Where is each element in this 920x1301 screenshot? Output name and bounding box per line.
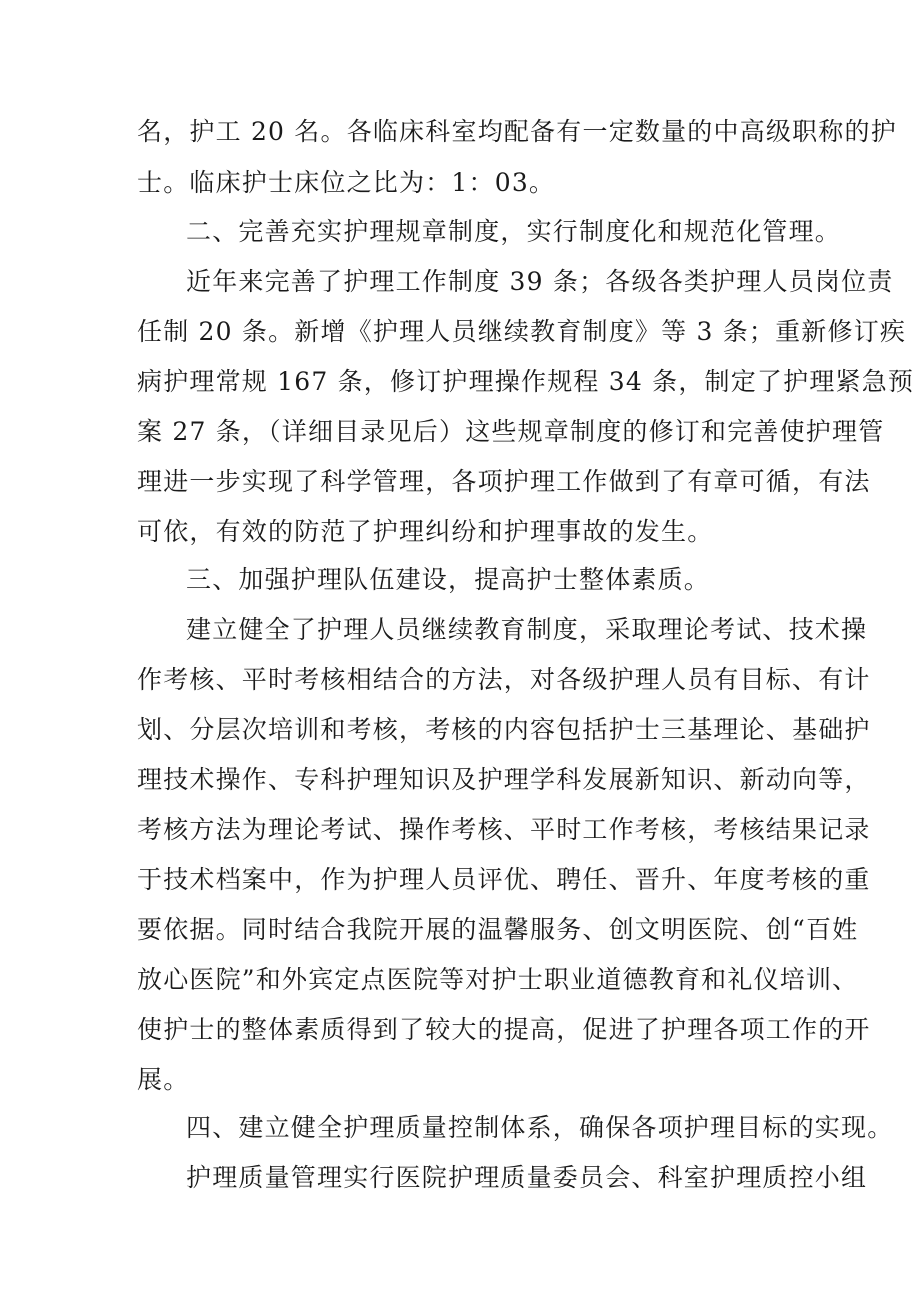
text-line-14 <box>0 760 920 800</box>
text-line-6-content: 病护理常规 167 条，修订护理操作规程 34 条，制定了护理紧急预 <box>137 367 915 396</box>
text-line-4 <box>0 262 920 302</box>
text-line-12 <box>0 660 920 700</box>
text-line-22 <box>0 1158 920 1198</box>
text-line-15-content: 考核方法为理论考试、操作考核、平时工作考核，考核结果记录 <box>137 815 871 844</box>
text-line-19 <box>0 1010 920 1050</box>
section-heading-4-content: 四、建立健全护理质量控制体系，确保各项护理目标的实现。 <box>186 1113 894 1142</box>
section-heading-4 <box>0 1108 920 1148</box>
text-line-13 <box>0 710 920 750</box>
text-line-13-content: 划、分层次培训和考核，考核的内容包括护士三基理论、基础护 <box>137 715 871 744</box>
text-line-2 <box>0 163 920 203</box>
section-heading-2-content: 二、完善充实护理规章制度，实行制度化和规范化管理。 <box>186 217 842 246</box>
section-heading-2 <box>0 212 920 252</box>
text-line-1-content: 名，护工 20 名。各临床科室均配备有一定数量的中高级职称的护 <box>137 117 897 146</box>
text-line-20 <box>0 1060 920 1100</box>
text-line-4-content: 近年来完善了护理工作制度 39 条；各级各类护理人员岗位责 <box>186 267 894 296</box>
text-line-16-content: 于技术档案中，作为护理人员评优、聘任、晋升、年度考核的重 <box>137 865 871 894</box>
text-line-16 <box>0 860 920 900</box>
text-line-22-content: 护理质量管理实行医院护理质量委员会、科室护理质控小组 <box>186 1163 868 1192</box>
text-line-17 <box>0 910 920 950</box>
text-line-5 <box>0 312 920 352</box>
text-line-5-content: 任制 20 条。新增《护理人员继续教育制度》等 3 条；重新修订疾 <box>137 317 907 346</box>
text-line-6 <box>0 362 920 402</box>
section-heading-3-content: 三、加强护理队伍建设，提高护士整体素质。 <box>186 565 711 594</box>
text-line-20-content: 展。 <box>137 1065 190 1094</box>
text-line-12-content: 作考核、平时考核相结合的方法，对各级护理人员有目标、有计 <box>137 665 871 694</box>
text-line-7 <box>0 412 920 452</box>
text-line-17-content: 要依据。同时结合我院开展的温馨服务、创文明医院、创“百姓 <box>137 915 859 944</box>
text-line-9-content: 可依，有效的防范了护理纠纷和护理事故的发生。 <box>137 517 714 546</box>
text-line-14-content: 理技术操作、专科护理知识及护理学科发展新知识、新动向等， <box>137 765 871 794</box>
text-line-9 <box>0 512 920 552</box>
section-heading-3 <box>0 560 920 600</box>
text-line-11-content: 建立健全了护理人员继续教育制度，采取理论考试、技术操 <box>186 615 868 644</box>
text-line-18-content: 放心医院”和外宾定点医院等对护士职业道德教育和礼仪培训、 <box>137 965 859 994</box>
text-line-18 <box>0 960 920 1000</box>
text-line-7-content: 案 27 条，（详细目录见后）这些规章制度的修订和完善使护理管 <box>137 417 885 446</box>
text-line-1 <box>0 112 920 152</box>
text-line-15 <box>0 810 920 850</box>
text-line-2-content: 士。临床护士床位之比为：1：03。 <box>137 168 556 197</box>
text-line-8 <box>0 462 920 502</box>
text-line-8-content: 理进一步实现了科学管理，各项护理工作做到了有章可循，有法 <box>137 467 871 496</box>
text-line-11 <box>0 610 920 650</box>
text-line-19-content: 使护士的整体素质得到了较大的提高，促进了护理各项工作的开 <box>137 1015 871 1044</box>
